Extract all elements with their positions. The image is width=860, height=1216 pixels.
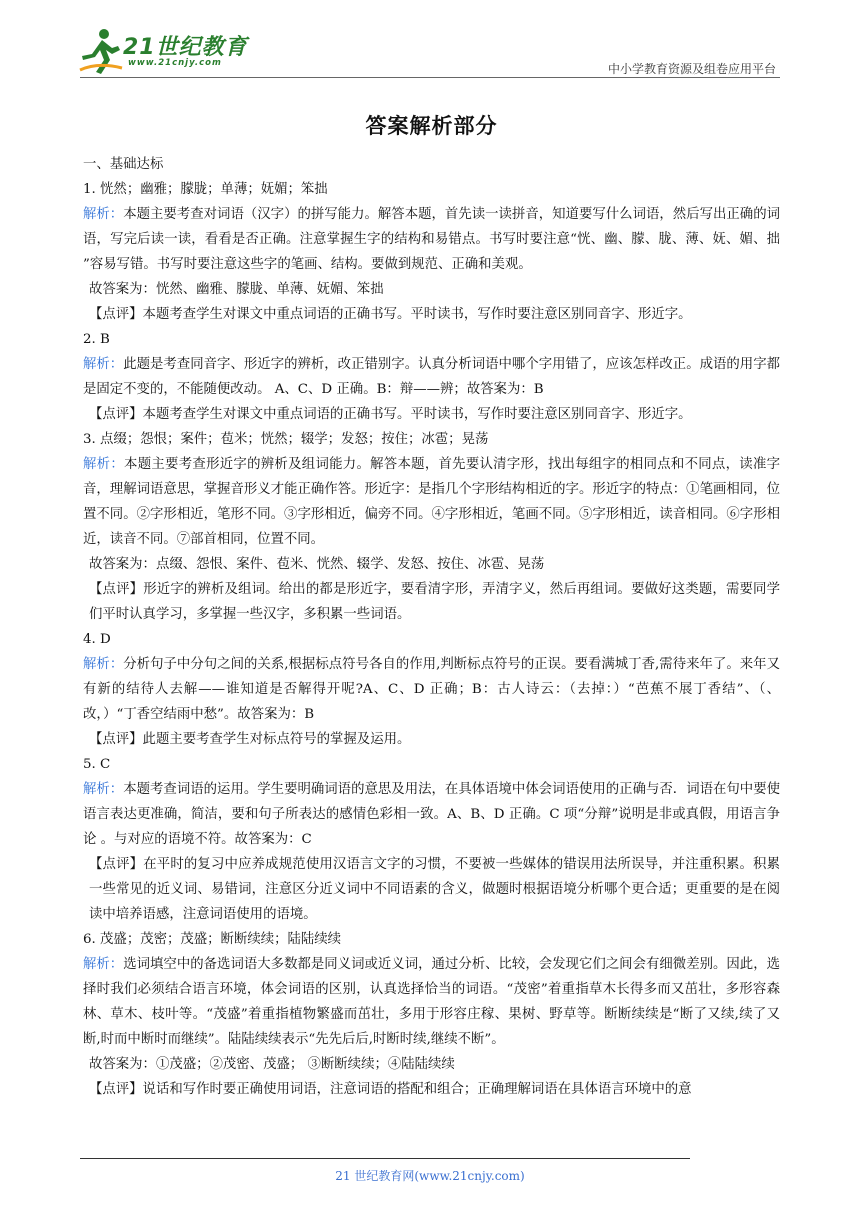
analysis-paragraph bbox=[83, 952, 780, 1052]
footer-divider bbox=[80, 1158, 690, 1159]
analysis-label: 解析： bbox=[83, 457, 125, 472]
conclusion-line: 故答案为：点缀、怨恨、案件、苞米、恍然、辍学、发怒、按住、冰雹、晃荡 bbox=[89, 557, 545, 572]
comment-paragraph: 【点评】形近字的辨析及组词。给出的都是形近字，要看清字形，弄清字义，然后再组词。要做好这类题，需要同学们平时认真学习，多掌握一些汉字，多积累一些词语。 bbox=[89, 582, 780, 622]
analysis-text: 本题考查词语的运用。学生要明确词语的意思及用法，在具体语境中体会词语使用的正确与否．词语在句中要使语言表达更准确，简洁，要和句子所表达的感情色彩相一致。A、B、D 正确。C 项“分辩”说明是非或真假，用语言争论 。与对应的语境不符。故答案为：C bbox=[83, 782, 781, 847]
conclusion-line: 故答案为：①茂盛；②茂密、茂盛； ③断断续续；④陆陆续续 bbox=[89, 1057, 455, 1072]
analysis-paragraph bbox=[83, 202, 780, 277]
answer-item bbox=[83, 927, 780, 1102]
analysis-paragraph bbox=[83, 452, 780, 552]
comment-paragraph: 【点评】说话和写作时要正确使用词语，注意词语的搭配和组合；正确理解词语在具体语言环境中的意 bbox=[89, 1082, 692, 1097]
document-body bbox=[83, 102, 780, 1102]
answer-line: 1. 恍然；幽雅；朦胧；单薄；妩媚；笨拙 bbox=[83, 182, 328, 197]
runner-logo-icon bbox=[78, 26, 124, 76]
answer-item bbox=[83, 177, 780, 327]
page-header bbox=[0, 0, 860, 90]
analysis-label: 解析： bbox=[83, 657, 124, 672]
comment-paragraph: 【点评】本题考查学生对课文中重点词语的正确书写。平时读书，写作时要注意区别同音字、形近字。 bbox=[89, 307, 692, 322]
answer-line: 3. 点缀；怨恨；案件；苞米；恍然；辍学；发怒；按住；冰雹；晃荡 bbox=[83, 432, 489, 447]
comment-paragraph: 【点评】在平时的复习中应养成规范使用汉语言文字的习惯，不要被一些媒体的错误用法所误导，并注重积累。积累一些常见的近义词、易错词，注意区分近义词中不同语素的含义，做题时根据语境分析哪个更合适；更重要的是在阅读中培养语感，注意词语使用的语境。 bbox=[89, 857, 780, 922]
logo-url: www.21cnjy.com bbox=[128, 58, 222, 68]
analysis-text: 本题主要考查形近字的辨析及组词能力。解答本题，首先要认清字形，找出每组字的相同点和不同点，读准字音，理解词语意思，掌握音形义才能正确作答。形近字：是指几个字形结构相近的字。形近字的特点：①笔画相同，位置不同。②字形相近，笔形不同。③字形相近，偏旁不同。④字形相近，笔画不同。⑤字形相近，读音相同。⑥字形相近，读音不同。⑦部首相同，位置不同。 bbox=[83, 457, 781, 547]
answer-item bbox=[83, 627, 780, 752]
comment-paragraph: 【点评】本题考查学生对课文中重点词语的正确书写。平时读书，写作时要注意区别同音字、形近字。 bbox=[89, 407, 692, 422]
analysis-label: 解析： bbox=[83, 782, 124, 797]
analysis-label: 解析： bbox=[83, 957, 124, 972]
header-platform-text: 中小学教育资源及组卷应用平台 bbox=[607, 62, 776, 76]
analysis-paragraph bbox=[83, 652, 780, 727]
logo-text: 21世纪教育 bbox=[123, 35, 248, 60]
analysis-label: 解析： bbox=[83, 357, 124, 372]
analysis-text: 选词填空中的备选词语大多数都是同义词或近义词，通过分析、比较，会发现它们之间会有细微差别。因此，选择时我们必须结合语言环境，体会词语的区别，认真选择恰当的词语。“茂密”着重指草木长得多而又茁壮，多形容森林、草木、枝叶等。“茂盛”着重指植物繁盛而茁壮，多用于形容庄稼、果树、野草等。断断续续是“断了又续,续了又断,时而中断时而继续”。陆陆续续表示“先先后后,时断时续,继续不断”。 bbox=[83, 957, 781, 1047]
section-heading: 一、基础达标 bbox=[83, 157, 164, 172]
site-logo[interactable] bbox=[78, 26, 248, 80]
conclusion-line: 故答案为：恍然、幽雅、朦胧、单薄、妩媚、笨拙 bbox=[89, 282, 384, 297]
analysis-text: 分析句子中分句之间的关系,根据标点符号各自的作用,判断标点符号的正误。要看满城丁香,需待来年了。来年又有新的结待人去解——谁知道是否解得开呢?A、C、D 正确；B：古人诗云：（去掉：）“芭蕉不展丁香结”、（、改，）“丁香空结雨中愁”。故答案为：B bbox=[83, 657, 780, 722]
analysis-label: 解析： bbox=[83, 207, 124, 222]
answer-line: 5. C bbox=[83, 757, 111, 772]
analysis-text: 此题是考查同音字、形近字的辨析，改正错别字。认真分析词语中哪个字用错了，应该怎样改正。成语的用字都是固定不变的，不能随便改动。 A、C、D 正确。B：辩——辨；故答案为：B bbox=[83, 357, 781, 397]
answer-item bbox=[83, 327, 780, 427]
page-title: 答案解析部分 bbox=[365, 114, 498, 138]
footer-text[interactable]: 21 世纪教育网(www.21cnjy.com) bbox=[335, 1169, 525, 1183]
comment-paragraph: 【点评】此题主要考查学生对标点符号的掌握及运用。 bbox=[89, 732, 411, 747]
answer-item bbox=[83, 752, 780, 927]
answer-line: 2. B bbox=[83, 332, 110, 347]
analysis-text: 本题主要考查对词语（汉字）的拼写能力。解答本题，首先读一读拼音，知道要写什么词语，然后写出正确的词语，写完后读一读，看看是否正确。注意掌握生字的结构和易错点。书写时要注意“恍、幽、朦、胧、薄、妩、媚、拙 ”容易写错。书写时要注意这些字的笔画、结构。要做到规范、正确和美观。 bbox=[83, 207, 781, 272]
answer-line: 4. D bbox=[83, 632, 111, 647]
answer-list bbox=[83, 177, 780, 1102]
answer-item bbox=[83, 427, 780, 627]
header-divider bbox=[80, 77, 780, 78]
analysis-paragraph bbox=[83, 352, 780, 402]
analysis-paragraph bbox=[83, 777, 780, 852]
answer-line: 6. 茂盛；茂密；茂盛；断断续续；陆陆续续 bbox=[83, 932, 342, 947]
